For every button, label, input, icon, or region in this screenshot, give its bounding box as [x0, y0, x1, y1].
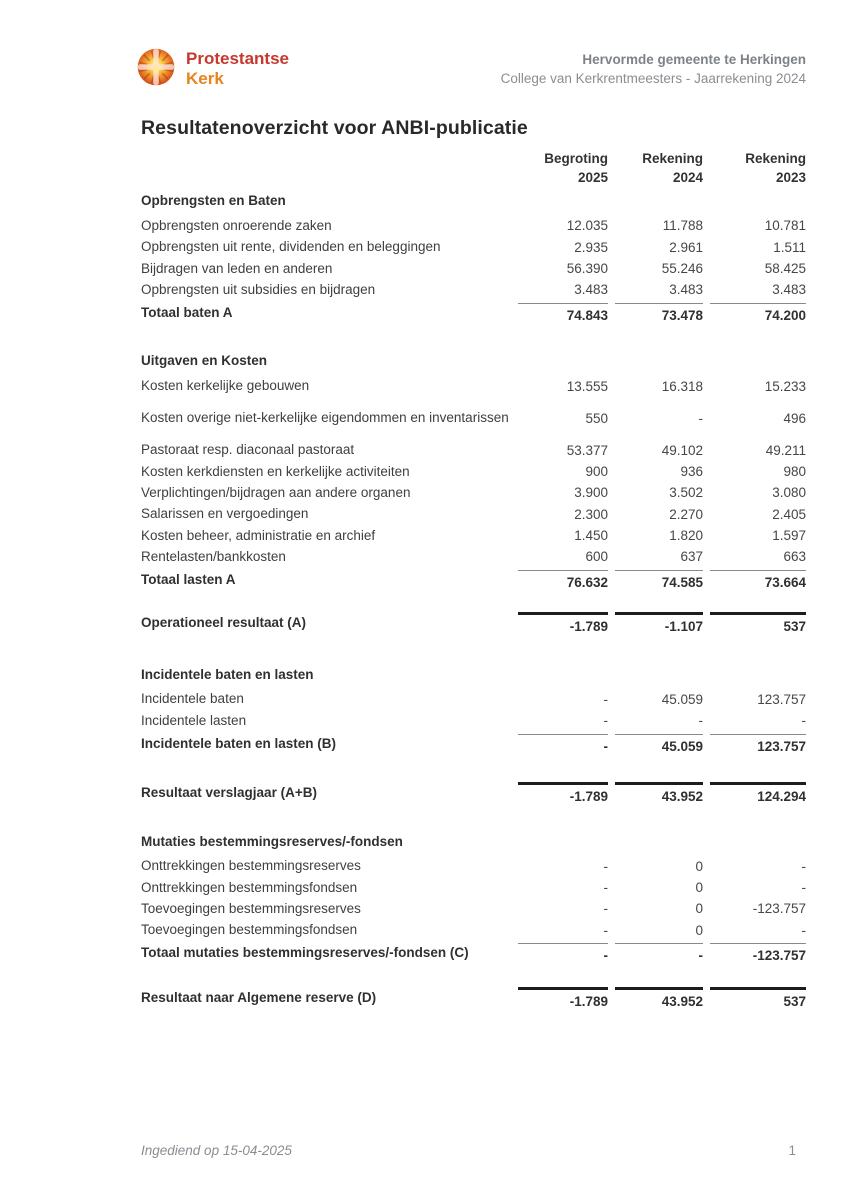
table-row: [141, 525, 806, 546]
section-heading: [141, 190, 806, 211]
column-year: 2025: [577, 170, 608, 185]
value-rekening-2023: -: [801, 858, 806, 874]
row-label: Rentelasten/bankkosten: [141, 548, 286, 564]
column-header-rekening-2023: [710, 149, 806, 187]
value-rekening-2024: -: [615, 943, 703, 963]
table-row: [141, 710, 806, 731]
value-rekening-2024: 49.102: [661, 442, 703, 458]
value-rekening-2024: 73.478: [615, 303, 703, 323]
value-begroting-2025: 3.900: [574, 485, 608, 501]
value-rekening-2024: 11.788: [662, 218, 703, 234]
value-begroting-2025: 76.632: [518, 570, 608, 590]
row-label: Onttrekkingen bestemmingsfondsen: [141, 879, 358, 895]
value-rekening-2024: 16.318: [661, 378, 703, 394]
value-rekening-2024: 55.246: [661, 261, 703, 277]
value-rekening-2023: 2.405: [772, 506, 806, 522]
total-row: [141, 567, 806, 592]
page-content: [141, 0, 806, 1012]
value-begroting-2025: 2.935: [574, 239, 608, 255]
column-label: Begroting: [544, 151, 608, 166]
value-begroting-2025: 56.390: [566, 261, 608, 277]
value-rekening-2023: 1.511: [773, 239, 806, 255]
table-row: [141, 258, 806, 279]
value-begroting-2025: 600: [585, 549, 608, 565]
section-heading-label: Uitgaven en Kosten: [141, 353, 268, 369]
value-rekening-2024: 2.270: [669, 506, 703, 522]
protestantse-kerk-logo-icon: [137, 48, 175, 86]
value-begroting-2025: -: [518, 943, 608, 963]
column-year: 2024: [672, 170, 703, 185]
page-title: Resultatenoverzicht voor ANBI-publicatie: [141, 117, 528, 139]
table-row: [141, 237, 806, 258]
value-begroting-2025: -1.789: [518, 612, 608, 634]
value-rekening-2023: -: [801, 880, 806, 896]
value-begroting-2025: -1.789: [518, 782, 608, 804]
section-heading: [141, 664, 806, 685]
value-rekening-2024: 1.820: [669, 528, 703, 543]
value-rekening-2023: 58.425: [764, 261, 806, 277]
row-label: Pastoraat resp. diaconaal pastoraat: [141, 442, 355, 458]
value-rekening-2023: 74.200: [710, 303, 806, 323]
section-heading-label: Opbrengsten en Baten: [141, 192, 286, 208]
row-label: Totaal baten A: [141, 304, 233, 320]
value-rekening-2023: 3.483: [772, 282, 806, 298]
column-header-rekening-2024: [615, 149, 703, 187]
grand-total-row: [141, 609, 806, 637]
section-heading-label: Incidentele baten en lasten: [141, 667, 314, 683]
row-label: Toevoegingen bestemmingsreserves: [141, 900, 361, 916]
value-begroting-2025: 12.035: [566, 218, 608, 234]
value-rekening-2024: 0: [695, 858, 703, 874]
value-rekening-2023: 73.664: [710, 570, 806, 590]
row-label: Resultaat verslagjaar (A+B): [141, 785, 317, 801]
table-row: [141, 689, 806, 710]
value-rekening-2024: 45.059: [661, 691, 703, 707]
table-row: [141, 877, 806, 898]
table-row: [141, 279, 806, 300]
value-rekening-2024: 43.952: [615, 782, 703, 804]
column-label: Rekening: [642, 151, 703, 166]
value-rekening-2024: 0: [695, 880, 703, 896]
value-rekening-2024: 0: [695, 901, 703, 917]
submitted-date: Ingediend op 15-04-2025: [141, 1143, 292, 1158]
value-rekening-2023: 537: [710, 987, 806, 1009]
row-label: Toevoegingen bestemmingsfondsen: [141, 922, 358, 938]
row-label: Opbrengsten uit rente, dividenden en beleggingen: [141, 239, 441, 255]
row-label: Kosten kerkdiensten en kerkelijke activiteiten: [141, 463, 410, 479]
value-rekening-2024: 45.059: [615, 734, 703, 754]
row-label: Totaal mutaties bestemmingsreserves/-fondsen (C): [141, 945, 469, 961]
value-begroting-2025: -: [603, 858, 608, 874]
value-begroting-2025: -1.789: [518, 987, 608, 1009]
total-row: [141, 731, 806, 756]
table-row: [141, 482, 806, 503]
row-label: Onttrekkingen bestemmingsreserves: [141, 858, 361, 874]
table-row: [141, 440, 806, 461]
value-begroting-2025: -: [603, 713, 608, 729]
column-label: Rekening: [745, 151, 806, 166]
logo-text-line2: Kerk: [186, 69, 224, 88]
row-label: Incidentele lasten: [141, 712, 247, 728]
value-begroting-2025: 1.450: [574, 528, 608, 543]
organization-header: [501, 48, 806, 88]
row-label: Kosten kerkelijke gebouwen: [141, 378, 310, 394]
value-begroting-2025: 2.300: [574, 506, 608, 522]
value-rekening-2023: 15.233: [764, 378, 806, 394]
value-rekening-2024: 43.952: [615, 987, 703, 1009]
value-rekening-2023: -123.757: [752, 901, 806, 917]
value-begroting-2025: 3.483: [574, 282, 608, 298]
row-label: Incidentele baten: [141, 691, 244, 707]
value-begroting-2025: 550: [585, 410, 608, 426]
value-rekening-2023: -: [801, 713, 806, 729]
value-rekening-2024: 3.502: [669, 485, 703, 501]
value-rekening-2024: 0: [695, 922, 703, 938]
column-year: 2023: [775, 170, 806, 185]
page-footer: [141, 1143, 806, 1158]
value-rekening-2023: 1.597: [772, 528, 806, 543]
table-row: [141, 504, 806, 525]
value-rekening-2023: -123.757: [710, 943, 806, 963]
column-header-spacer: [141, 149, 518, 187]
table-row: [141, 376, 806, 397]
table-column-headers: [141, 149, 806, 187]
row-label: Opbrengsten onroerende zaken: [141, 217, 332, 233]
row-label: Opbrengsten uit subsidies en bijdragen: [141, 281, 376, 297]
value-rekening-2023: 123.757: [757, 691, 806, 707]
value-rekening-2024: -1.107: [615, 612, 703, 634]
row-label: Bijdragen van leden en anderen: [141, 260, 333, 276]
value-begroting-2025: 53.377: [566, 442, 608, 458]
value-begroting-2025: -: [518, 734, 608, 754]
total-row: [141, 941, 806, 966]
organization-name: Hervormde gemeente te Herkingen: [582, 52, 806, 67]
row-label: Kosten overige niet-kerkelijke eigendommen en inventarissen: [141, 410, 509, 426]
value-rekening-2023: 537: [710, 612, 806, 634]
value-begroting-2025: -: [603, 901, 608, 917]
total-row: [141, 300, 806, 325]
value-begroting-2025: -: [603, 922, 608, 938]
table-row: [141, 546, 806, 567]
column-header-begroting-2025: [518, 149, 608, 187]
value-rekening-2023: 496: [783, 410, 806, 426]
section-heading: [141, 831, 806, 852]
value-rekening-2024: 3.483: [669, 282, 703, 298]
table-row: [141, 898, 806, 919]
row-label: Incidentele baten en lasten (B): [141, 735, 337, 751]
table-row: [141, 461, 806, 482]
row-label: Totaal lasten A: [141, 571, 236, 587]
value-rekening-2024: -: [698, 410, 703, 426]
value-rekening-2023: 123.757: [710, 734, 806, 754]
row-label: Salarissen en vergoedingen: [141, 506, 309, 522]
row-label: Operationeel resultaat (A): [141, 615, 307, 631]
row-label: Kosten beheer, administratie en archief: [141, 527, 376, 543]
page-header: [141, 0, 806, 106]
value-begroting-2025: -: [603, 880, 608, 896]
value-rekening-2024: 2.961: [669, 239, 703, 255]
value-rekening-2023: -: [801, 922, 806, 938]
table-row: [141, 920, 806, 941]
table-row: [141, 215, 806, 236]
value-rekening-2023: 124.294: [710, 782, 806, 804]
section-heading-label: Mutaties bestemmingsreserves/-fondsen: [141, 833, 403, 849]
logo-text-line1: Protestantse: [186, 49, 289, 68]
value-rekening-2024: 637: [680, 549, 703, 565]
table-row: [141, 856, 806, 877]
value-rekening-2024: 936: [680, 464, 703, 480]
value-rekening-2023: 49.211: [765, 442, 806, 458]
row-label: Verplichtingen/bijdragen aan andere organen: [141, 484, 411, 500]
value-begroting-2025: 13.555: [566, 378, 608, 394]
page-number: 1: [788, 1143, 796, 1158]
section-heading: [141, 350, 806, 371]
value-begroting-2025: 74.843: [518, 303, 608, 323]
value-rekening-2023: 663: [783, 549, 806, 565]
value-rekening-2023: 3.080: [772, 485, 806, 501]
grand-total-row: [141, 984, 806, 1012]
value-rekening-2023: 10.781: [764, 218, 806, 234]
protestantse-kerk-logo: [137, 48, 289, 89]
organization-subtitle: College van Kerkrentmeesters - Jaarrekening 2024: [500, 70, 806, 86]
logo-wordmark: [186, 48, 289, 89]
value-rekening-2024: 74.585: [615, 570, 703, 590]
value-begroting-2025: -: [603, 691, 608, 707]
value-rekening-2023: 980: [783, 464, 806, 480]
grand-total-row: [141, 779, 806, 807]
table-row: [141, 397, 806, 440]
value-begroting-2025: 900: [585, 464, 608, 480]
row-label: Resultaat naar Algemene reserve (D): [141, 989, 377, 1005]
value-rekening-2024: -: [698, 713, 703, 729]
